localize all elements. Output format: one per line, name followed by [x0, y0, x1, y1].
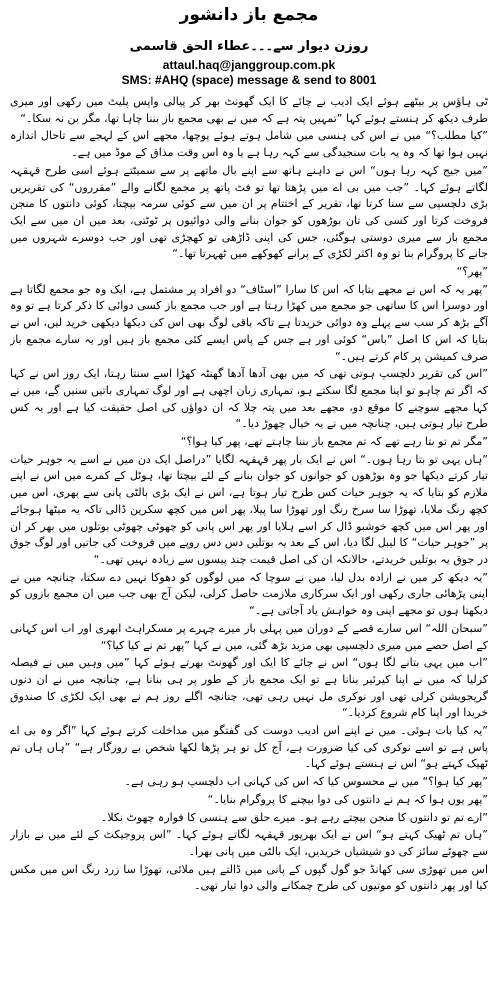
paragraph: ”ہاں یہی تو بتا رہا ہوں۔“ اس نے ایک بار پھر قہقہہ لگایا ”دراصل ایک دن میں نے اسے یہ جوہر حیات تیار کرتے دیکھا جو وہ بوڑھوں کو جوانوں کو جوان بنانے کے لئے بیچتا تھا، ہوٹل کے کمرے میں اس نے اپنے ملازم کو بتایا کہ یہ جوہر حیات کس طرح تیار ہوتا ہے، اس نے ایک بڑی بالٹی پانی سے بھری، اس میں کچھ رنگ ملایا، تھوڑا سا سرخ رنگ اور تھوڑا سا پیلا، پھر اس میں کچھ سکرین ڈالی تاکہ یہ میٹھا ہوجائے اور پھر اس میں کچھ خوشبو ڈال کر اسے ہلایا اور پھر اس پانی کو چھوٹی چھوٹی بوتلوں میں بھر کر ان پر ”جوہر حیات“ کا لیبل لگا دیا، اس کے بعد یہ بوتلیں دس دس روپے میں فروخت کی جاتیں اور لوگ جوق در جوق یہ بوتلیں خریدتے، حالانکہ ان کی اصل قیمت چند پیسوں سے زیادہ نہیں تھی۔“: [10, 452, 488, 566]
paragraph: ”پھر؟“: [456, 265, 488, 279]
author-email: attaul.haq@janggroup.com.pk: [162, 58, 336, 72]
paragraph: ”کیا مطلب؟“ میں نے اس کی ہنسی میں شامل ہوتے ہوئے پوچھا، مجھے اس کے لہجے سے تاحال اندازہ نہیں ہوا تھا کہ وہ یہ بات سنجیدگی سے کہہ رہا ہے یا وہ اس وقت مذاق کے موڈ میں ہے۔: [10, 129, 488, 160]
sms-line: SMS: #AHQ (space) message & send to 8001: [121, 73, 377, 87]
paragraph: ”پھر کیا ہوا؟“ میں نے محسوس کیا کہ اس کی کہانی اب دلچسپ ہو رہی ہے۔: [124, 775, 488, 789]
paragraph: ”میں جیج کہہ رہا ہوں“ اس نے داہنے ہاتھ سے اپنے بال ماتھے پر سے سمیٹتے ہوئے اسی طرح قہقہہ لگاتے ہوئے کہا۔ ”جب میں بی اے میں پڑھتا تھا تو فٹ پاتھ پر مجمع لگانے والے ”مقرروں“ کی تقریریں بڑی دلچسپی سے سنا کرتا تھا، تقریر کے اختتام پر ان میں سے کوئی سرمہ بیچتا، کوئی دانتوں کا منجن فروخت کرتا اور کسی کی تان بوڑھوں کو جوان بنانے والی دوائیوں پر ٹوٹتی، بعد میں ان میں سے ایک مجمع باز سے میری دوستی ہوگئی، جس کی اپنی ڈاڑھی تو کھچڑی تھی اور جب دوسرے شہروں میں جانے کا پروگرام بنا تو وہ اکثر لکڑی کے پرانے کھوکھے میں ٹھہرتا تھا۔“: [10, 163, 488, 261]
paragraph: ”اب میں یہی بتانے لگا ہوں“ اس نے چائے کا ایک اور گھونٹ بھرتے ہوئے کہا ”میں وہیں میں نے فیصلہ کرلیا کہ میں نے اپنا کیرئیر بنانا ہے تو ایک مجمع باز کے طور پر ہی بنانا ہے، چنانچہ میں نے ان دنوں گریجویشن کرلی تھی اور نوکری مل نہیں رہی تھی، چنانچہ اگلے روز ہم نے بھی ایک لکڑی کا صندوق خریدا اور اپنا کام شروع کردیا۔“: [10, 656, 488, 720]
column-byline: روزن دیوار سے۔۔۔عطاء الحق قاسمی: [129, 39, 369, 54]
paragraph: ٹی ہاؤس پر بیٹھے ہوئے ایک ادیب نے چائے کا ایک گھونٹ بھر کر پیالی واپس پلیٹ میں رکھی اور میری طرف دیکھ کر ہنستے ہوئے کہا ”تمہیں پتہ ہے کہ میں نے بھی مجمع باز بننا چاہا تھا، مگر بن نہ سکا۔“: [10, 95, 488, 125]
paragraph: ”سبحان اللہ“ اس سارے قصے کے دوران میں پہلی بار میرے چہرے پر مسکراہٹ ابھری اور اب اس کہانی کے اصل حصے میں میری دلچسپی بھی مزید بڑھ گئی، میں نے کہا ”پھر تم نے کیا کیا؟“: [10, 621, 488, 652]
paragraph: ”پھر یوں ہوا کہ ہم نے دانتوں کی دوا بیچنے کا پروگرام بنایا۔“: [207, 792, 488, 806]
paragraph: ”ارے تم تو دانتوں کا منجن بیچتے رہے ہو۔ میرے حلق سے ہنسی کا فوارہ چھوٹ نکلا۔: [100, 810, 488, 824]
paragraph: ”پھر یہ کہ اس نے مجھے بتایا کہ اس کا سارا ”اسٹاف“ دو افراد پر مشتمل ہے، ایک وہ جو مجمع لگاتا ہے اور دوسرا اس کا ساتھی جو مجمع میں کھڑا رہتا ہے اور جب مجمع باز کسی دوائی کا ذکر کرتا ہے تو وہ آگے بڑھ کر سب سے پہلے وہ دوائی خریدتا ہے تاکہ باقی لوگ بھی اس کی دیکھا دیکھی خرید لیں، اس نے بتایا کہ اس کا اصل ”باس“ کوئی اور ہے جس کے پاس ایسے کئی مجمع باز ہیں اور یہ سارے مجمع باز صرف کمیشن پر کام کرتے ہیں۔“: [10, 282, 488, 363]
paragraph: اس میں تھوڑی سی کھانڈ جو گول گپوں کے پانی میں ڈالتے ہیں ملائی، تھوڑا سا زرد رنگ اس میں مکس کیا اور پھر دانتوں کو موتیوں کی طرح چمکانے والی دوا تیار تھی۔: [10, 862, 488, 893]
paragraph: ”یہ دیکھ کر میں نے ارادہ بدل لیا، میں نے سوچا کہ میں لوگوں کو دھوکا نہیں دے سکتا، چنانچہ میں نے اپنی پڑھائی جاری رکھی اور ایک سرکاری ملازمت حاصل کرلی، لیکن آج بھی جب میں ان مجمع بازوں کو دیکھتا ہوں تو مجھے اپنی وہ خواہش یاد آجاتی ہے۔“: [10, 570, 488, 618]
paragraph: ”ہاں تم ٹھیک کہتے ہو“ اس نے ایک بھرپور قہقہہ لگاتے ہوئے کہا۔ ”اس پروجیکٹ کے لئے میں نے بازار سے چھوٹے سائز کی دو شیشیاں خریدیں، ایک بالٹی میں پانی بھرا۔: [10, 828, 488, 858]
column-title: مجمع باز دانشور: [179, 5, 319, 25]
paragraph: ”اس کی تقریر دلچسپ ہوتی تھی کہ میں بھی آدھا آدھا گھنٹہ کھڑا اسے سنتا رہتا، ایک روز اس نے کہا کہ اگر تم چاہو تو اپنا مجمع لگا سکتے ہو، تمہاری زبان اچھی ہے اور لوگ تمہاری باتیں سنیں گے، میں نے کہا مجھے سوچنے کا موقع دو، مجھے بعد میں پتہ چلا کہ ان دواؤں کی اصل حقیقت کیا ہے اور یہ کس طرح تیار ہوتی ہیں، چنانچہ میں نے یہ خیال چھوڑ دیا۔“: [10, 367, 488, 431]
column-body: [10, 94, 488, 974]
paragraph: ”مگر تم تو بتا رہے تھے کہ تم مجمع باز بننا چاہتے تھے، پھر کیا ہوا؟“: [180, 435, 488, 449]
paragraph: ”یہ کیا بات ہوئی۔ میں نے اپنے اس ادیب دوست کی گفتگو میں مداخلت کرتے ہوئے کہا ”اگر وہ بی اے پاس ہے تو اسے نوکری کی کیا ضرورت ہے، آج کل تو ہر پڑھا لکھا شخص بے روزگار ہے“ ”ہاں ہاں تم ٹھیک کہتے ہو“ اس نے ہنستے ہوئے کہا۔: [10, 724, 488, 771]
